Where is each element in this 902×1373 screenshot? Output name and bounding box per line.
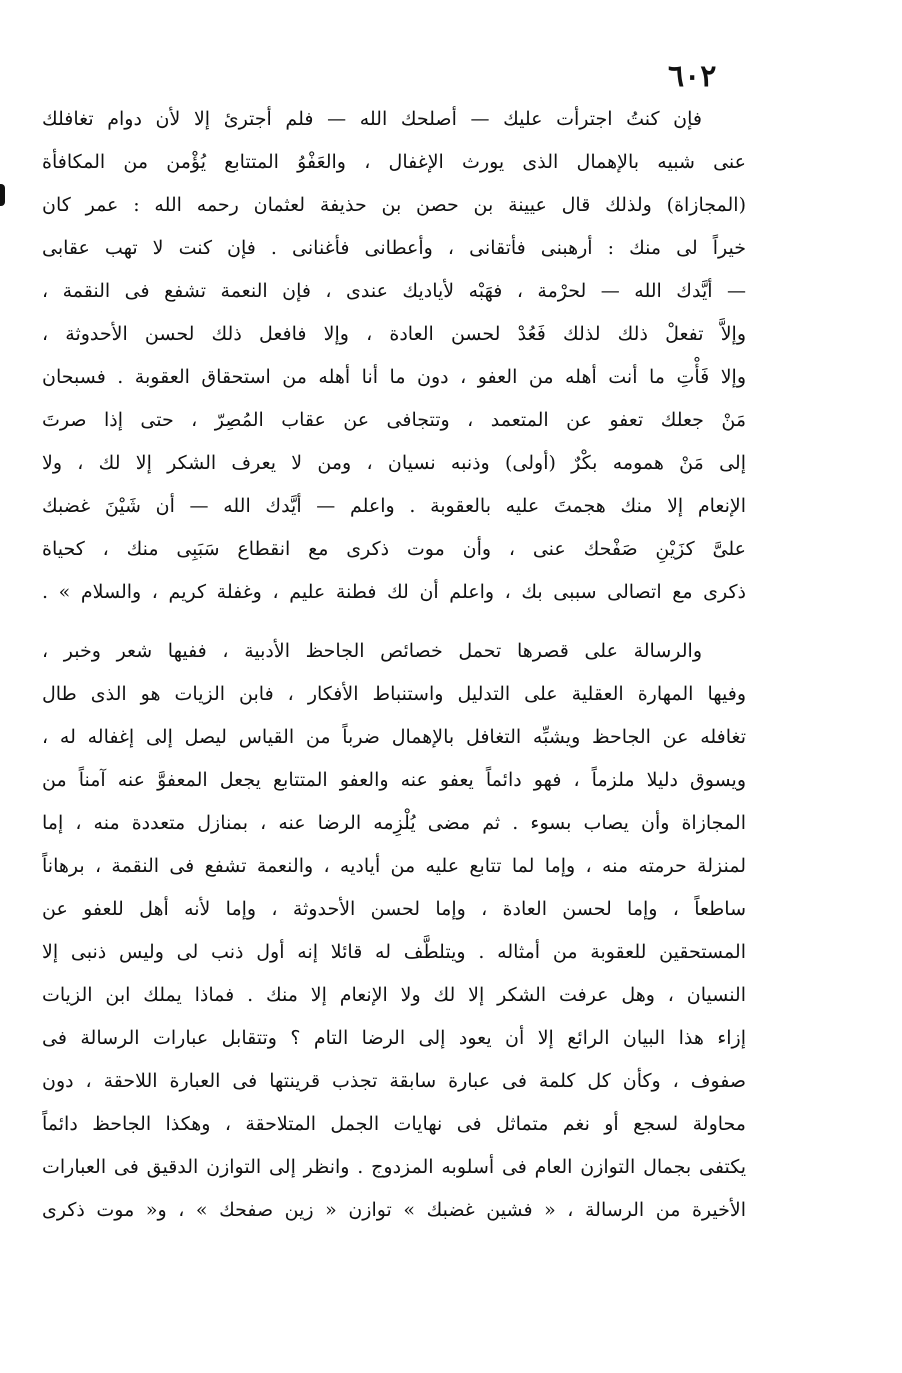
text-line: يكتفى بجمال التوازن العام فى أسلوبه المزدوج . وانظر إلى التوازن الدقيق فى العبارات <box>42 1156 746 1178</box>
text-line: صفوف ، وكأن كل كلمة فى عبارة سابقة تجذب قرينتها فى العبارة اللاحقة ، دون <box>42 1070 746 1092</box>
text-line: المستحقين للعقوبة من أمثاله . ويتلطَّف له قائلا إنه أول ذنب لى وليس ذنبى إلا <box>42 941 746 963</box>
text-line: فإن كنتُ اجترأت عليك — أصلحك الله — فلم أجترئ إلا لأن دوام تغافلك <box>42 108 702 130</box>
quoted-letter-paragraph <box>42 98 746 614</box>
text-line: مَنْ جعلك تعفو عن المتعمد ، وتتجافى عن عقاب المُصِرّ ، حتى إذا صرتَ <box>42 409 746 431</box>
text-line: وإلا فَأْتِ ما أنت أهله من العفو ، دون ما أنا أهله من استحقاق العقوبة . فسبحان <box>42 366 746 388</box>
text-line: لمنزلة حرمته منه ، وإما لما تتابع عليه من أياديه ، والنعمة تشفع فى النقمة ، برهاناً <box>42 855 746 877</box>
page-edge-mark <box>0 184 5 206</box>
text-line: ويسوق دليلا ملزماً ، فهو دائماً يعفو عنه والعفو المتتابع يجعل المعفوَّ عنه آمناً من <box>42 769 746 791</box>
text-line: علىَّ كزَيْنِ صَفْحك عنى ، وأن موت ذكرى مع انقطاع سَبَبِى منك ، كحياة <box>42 538 746 560</box>
text-line: خيراً لى منك : أرهبنى فأتقانى ، وأعطانى فأغنانى . فإن كنت لا تهب عقابى <box>42 237 746 259</box>
text-line: عنى شبيه بالإهمال الذى يورث الإغفال ، والعَفْوُ المتتابع يُؤْمن من المكافأة <box>42 151 746 173</box>
text-line: إزاء هذا البيان الرائع إلا أن يعود إلى الرضا التام ؟ وتتقابل عبارات الرسالة فى <box>42 1027 746 1049</box>
commentary-paragraph <box>42 630 746 1232</box>
text-line: الإنعام إلا منك هجمتَ عليه بالعقوبة . واعلم — أيَّدك الله — أن شَيْنَ غضبك <box>42 495 746 517</box>
text-line: — أيَّدك الله — لحرْمة ، فهَبْه لأياديك عندى ، فإن النعمة تشفع فى النقمة ، <box>42 280 746 302</box>
page-number: ٦٠٢ <box>668 59 717 94</box>
text-line: النسيان ، وهل عرفت الشكر إلا لك ولا الإنعام إلا منك . فماذا يملك ابن الزيات <box>42 984 746 1006</box>
text-line: ذكرى مع اتصالى سببى بك ، واعلم أن لك فطنة عليم ، وغفلة كريم ، والسلام » . <box>42 581 746 603</box>
text-line: المجازاة وأن يصاب بسوء . ثم مضى يُلْزِمه الرضا عنه ، بمنازل متعددة منه ، إما <box>42 812 746 834</box>
text-line: ساطعاً ، وإما لحسن العادة ، وإما لحسن الأحدوثة ، وإما لأنه أهل للعفو عن <box>42 898 746 920</box>
text-line: والرسالة على قصرها تحمل خصائص الجاحظ الأدبية ، ففيها شعر وخبر ، <box>42 640 702 662</box>
text-line: وفيها المهارة العقلية على التدليل واستنباط الأفكار ، فابن الزيات هو الذى طال <box>42 683 746 705</box>
text-line: محاولة لسجع أو نغم متماثل فى نهايات الجمل المتلاحقة ، وهكذا الجاحظ دائماً <box>42 1113 746 1135</box>
text-line: وإلاَّ تفعلْ ذلك لذلك فَعُدْ لحسن العادة ، وإلا فافعل ذلك لحسن الأحدوثة ، <box>42 323 746 345</box>
text-line: (المجازاة) ولذلك قال عيينة بن حصن بن حذيفة لعثمان رحمه الله : عمر كان <box>42 194 746 216</box>
text-line: تغافله عن الجاحظ ويشبِّه التغافل بالإهمال ضرباً من القياس ليصل إلى إغفاله له ، <box>42 726 746 748</box>
text-line: الأخيرة من الرسالة ، « فشين غضبك » توازن « زين صفحك » ، و« موت ذكرى <box>42 1199 746 1221</box>
text-line: إلى مَنْ همومه بكْرٌ (أولى) وذنبه نسيان ، ومن لا يعرف الشكر إلا لك ، ولا <box>42 452 746 474</box>
